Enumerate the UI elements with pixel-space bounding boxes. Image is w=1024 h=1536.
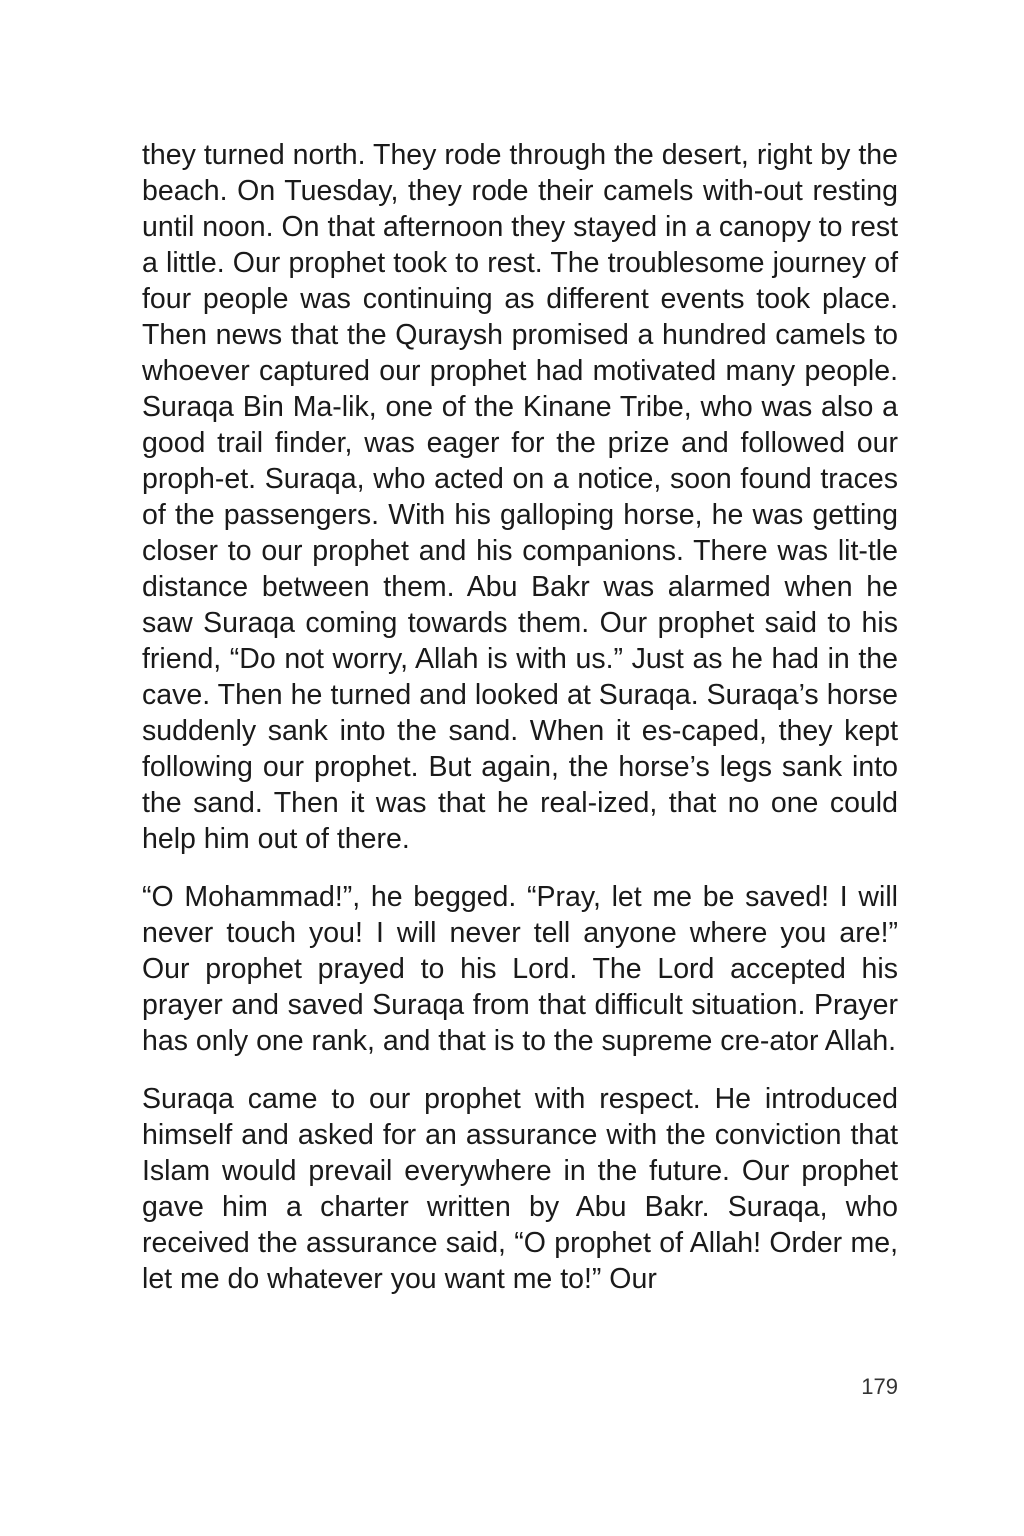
paragraph-3: Suraqa came to our prophet with respect. He introduced himself and asked for an assurance with the conviction that Islam would prevail everywhere in the future. Our prophet gave him a charter written by Abu Bakr. Suraqa, who received the assurance said, “O prophet of Allah! Order me, let me do whatever you want me to!” Our (142, 1083, 898, 1295)
paragraph-2: “O Mohammad!”, he begged. “Pray, let me be saved! I will never touch you! I will never tell anyone where you are!” Our prophet prayed to his Lord. The Lord accepted his prayer and saved Suraqa from that difficult situation. Prayer has only one rank, and that is to the supreme cre-ator Allah. (142, 881, 898, 1057)
page-number: 179 (861, 1374, 898, 1399)
body-text (142, 137, 898, 1297)
paragraph-1: they turned north. They rode through the desert, right by the beach. On Tuesday, they rode their camels with-out resting until noon. On that afternoon they stayed in a canopy to rest a little. Our prophet took to rest. The troublesome journey of four people was continuing as different events took place. Then news that the Quraysh promised a hundred camels to whoever captured our prophet had motivated many people. Suraqa Bin Ma-lik, one of the Kinane Tribe, who was also a good trail finder, was eager for the prize and followed our proph-et. Suraqa, who acted on a notice, soon found traces of the passengers. With his galloping horse, he was getting closer to our prophet and his companions. There was lit-tle distance between them. Abu Bakr was alarmed when he saw Suraqa coming towards them. Our prophet said to his friend, “Do not worry, Allah is with us.” Just as he had in the cave. Then he turned and looked at Suraqa. Suraqa’s horse suddenly sank into the sand. When it es-caped, they kept following our prophet. But again, the horse’s legs sank into the sand. Then it was that he real-ized, that no one could help him out of there. (142, 139, 898, 855)
